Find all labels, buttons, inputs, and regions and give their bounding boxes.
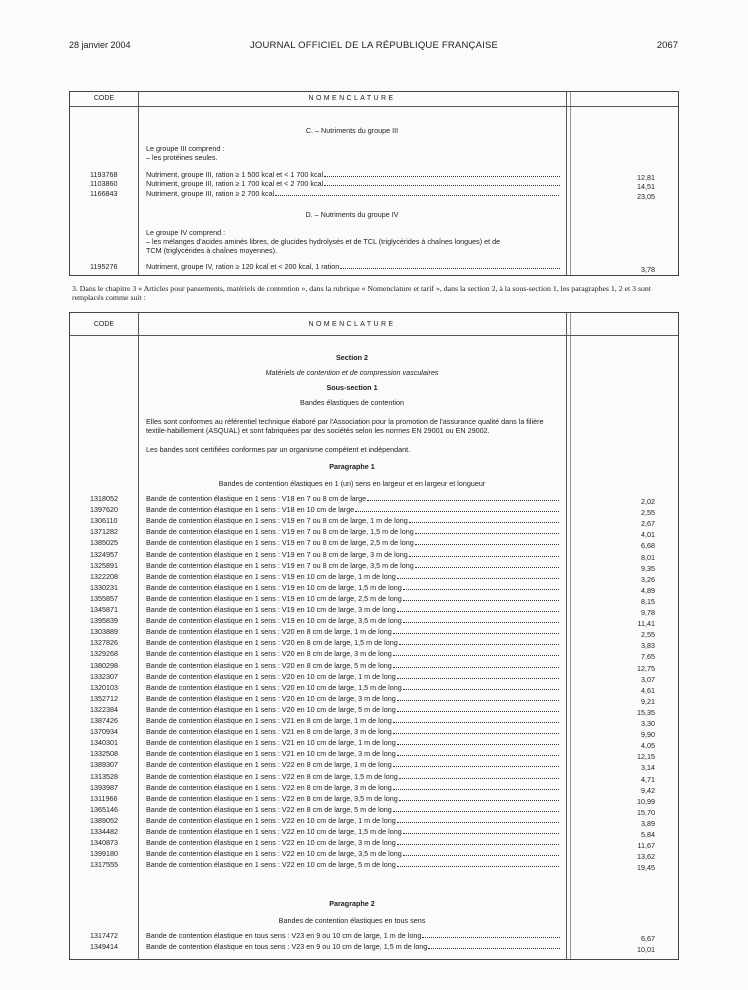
item-price: 3,83 bbox=[641, 641, 655, 651]
item-code: 1325891 bbox=[90, 560, 118, 570]
item-description: Bande de contention élastique en 1 sens : V19 en 7 ou 8 cm de large, 1,5 m de long bbox=[146, 527, 560, 536]
item-price: 10,01 bbox=[637, 945, 655, 954]
item-code: 1311966 bbox=[90, 793, 118, 803]
column-header-code: CODE bbox=[93, 321, 115, 328]
item-price: 12,81 bbox=[637, 173, 655, 182]
item-description: Bande de contention élastique en 1 sens : V19 en 10 cm de large, 3,5 m de long bbox=[146, 616, 560, 625]
bandes-table bbox=[69, 312, 679, 960]
item-price: 4,71 bbox=[641, 774, 655, 784]
issue-date: 28 janvier 2004 bbox=[69, 40, 131, 50]
item-price: 3,14 bbox=[641, 763, 655, 773]
item-price: 4,61 bbox=[641, 685, 655, 695]
item-code: 1332508 bbox=[90, 749, 118, 759]
item-description: Bande de contention élastique en tous sens : V23 en 9 ou 10 cm de large, 1,5 m de long bbox=[146, 942, 560, 951]
group-description: TCM (triglycérides à chaînes moyennes). bbox=[146, 246, 278, 255]
item-code: 1318052 bbox=[90, 494, 118, 503]
item-code: 1397620 bbox=[90, 505, 118, 515]
item-code: 1322384 bbox=[90, 704, 118, 714]
item-code: 1317472 bbox=[90, 931, 118, 940]
item-description: Bande de contention élastique en 1 sens : V21 en 10 cm de large, 1 m de long bbox=[146, 738, 560, 747]
item-price: 2,55 bbox=[641, 630, 655, 640]
item-price: 15,35 bbox=[637, 707, 655, 717]
item-price: 2,55 bbox=[641, 508, 655, 518]
item-description: Nutriment, groupe III, ration ≥ 2 700 kcal bbox=[146, 189, 560, 198]
item-description: Bande de contention élastique en 1 sens : V19 en 7 ou 8 cm de large, 3,5 m de long bbox=[146, 561, 560, 570]
item-price: 8,15 bbox=[641, 596, 655, 606]
item-price: 19,45 bbox=[637, 863, 655, 873]
item-code: 1355857 bbox=[90, 593, 118, 603]
item-code: 1103860 bbox=[90, 179, 118, 188]
item-description: Bande de contention élastique en 1 sens : V18 en 7 ou 8 cm de large bbox=[146, 494, 560, 503]
item-price: 9,42 bbox=[641, 785, 655, 795]
item-price: 3,07 bbox=[641, 674, 655, 684]
item-description: Bande de contention élastique en 1 sens : V22 en 8 cm de large, 3,5 m de long bbox=[146, 794, 560, 803]
group-description: – les mélanges d'acides aminés libres, de glucides hydrolysés et de TCL (triglycérides à chaînes longues) et de bbox=[146, 237, 501, 246]
item-description: Bande de contention élastique en 1 sens : V20 en 8 cm de large, 3 m de long bbox=[146, 649, 560, 658]
column-header-code: CODE bbox=[93, 95, 115, 102]
column-header-nomenclature: NOMENCLATURE bbox=[308, 95, 396, 102]
item-code: 1195276 bbox=[90, 262, 118, 271]
item-price: 3,89 bbox=[641, 818, 655, 828]
item-code: 1389052 bbox=[90, 815, 118, 825]
item-price: 11,41 bbox=[637, 619, 655, 629]
paragraph-2-title: Paragraphe 2 bbox=[329, 899, 375, 908]
item-description: Bande de contention élastique en 1 sens : V22 en 8 cm de large, 1,5 m de long bbox=[146, 772, 560, 781]
item-price: 9,35 bbox=[641, 563, 655, 573]
item-code: 1306110 bbox=[90, 516, 118, 526]
item-code: 1340301 bbox=[90, 738, 118, 748]
item-price: 11,67 bbox=[637, 841, 655, 851]
item-price: 2,67 bbox=[641, 519, 655, 529]
item-description: Nutriment, groupe III, ration ≥ 1 500 kcal et < 1 700 kcal bbox=[146, 170, 560, 179]
item-price: 4,05 bbox=[641, 741, 655, 751]
item-price: 12,15 bbox=[637, 752, 655, 762]
section-subtitle: Matériels de contention et de compression vasculaires bbox=[265, 368, 439, 377]
item-price: 3,30 bbox=[641, 719, 655, 728]
item-price: 6,67 bbox=[641, 934, 655, 943]
item-description: Bande de contention élastique en 1 sens : V22 en 8 cm de large, 1 m de long bbox=[146, 760, 560, 769]
item-description: Bande de contention élastique en 1 sens : V22 en 10 cm de large, 3 m de long bbox=[146, 838, 560, 847]
item-code: 1399180 bbox=[90, 849, 118, 859]
group-title: D. – Nutriments du groupe IV bbox=[305, 210, 399, 219]
item-price: 3,26 bbox=[641, 574, 655, 584]
item-code: 1322208 bbox=[90, 571, 118, 581]
item-code: 1332307 bbox=[90, 671, 118, 681]
item-description: Bande de contention élastique en 1 sens : V22 en 10 cm de large, 1,5 m de long bbox=[146, 827, 560, 836]
item-code: 1166843 bbox=[90, 189, 118, 198]
item-price: 5,84 bbox=[641, 830, 655, 839]
group-description: Le groupe IV comprend : bbox=[146, 228, 226, 237]
item-code: 1329268 bbox=[90, 649, 118, 659]
item-price: 10,99 bbox=[637, 796, 655, 806]
journal-title: JOURNAL OFFICIEL DE LA RÉPUBLIQUE FRANÇAISE bbox=[249, 40, 499, 51]
item-code: 1340873 bbox=[90, 838, 118, 848]
group-title: C. – Nutriments du groupe III bbox=[305, 126, 399, 135]
item-code: 1334482 bbox=[90, 827, 118, 836]
item-code: 1349414 bbox=[90, 942, 118, 951]
item-code: 1345871 bbox=[90, 605, 118, 614]
item-code: 1324957 bbox=[90, 549, 118, 559]
item-price: 9,90 bbox=[641, 730, 655, 740]
item-description: Bande de contention élastique en 1 sens : V20 en 8 cm de large, 5 m de long bbox=[146, 661, 560, 670]
nutriments-table bbox=[69, 91, 679, 276]
subsection-intro: Elles sont conformes au référentiel technique élaboré par l'Association pour la promotion de l'assurance qualité dans la filière textile-habillement (ASQUAL) et sont fabriquées par des sociétés selon les normes EN 29001 ou EN 29002. bbox=[146, 418, 544, 435]
item-description: Bande de contention élastique en 1 sens : V20 en 8 cm de large, 1 m de long bbox=[146, 627, 560, 636]
item-price: 6,68 bbox=[641, 541, 655, 551]
item-description: Bande de contention élastique en 1 sens : V19 en 7 ou 8 cm de large, 2,5 m de long bbox=[146, 538, 560, 547]
item-description: Bande de contention élastique en 1 sens : V20 en 8 cm de large, 1,5 m de long bbox=[146, 638, 560, 647]
item-code: 1385025 bbox=[90, 538, 118, 548]
group-description: – les protéines seules. bbox=[146, 153, 218, 162]
item-code: 1365146 bbox=[90, 804, 118, 814]
subsection-title: Sous-section 1 bbox=[326, 383, 378, 392]
item-description: Nutriment, groupe IV, ration ≥ 120 kcal et < 200 kcal, 1 ration bbox=[146, 262, 560, 271]
item-code: 1313528 bbox=[90, 771, 118, 781]
item-description: Bande de contention élastique en 1 sens : V22 en 8 cm de large, 3 m de long bbox=[146, 783, 560, 792]
item-description: Bande de contention élastique en 1 sens : V22 en 10 cm de large, 1 m de long bbox=[146, 816, 560, 825]
item-description: Bande de contention élastique en 1 sens : V19 en 7 ou 8 cm de large, 3 m de long bbox=[146, 550, 560, 559]
item-code: 1393987 bbox=[90, 782, 118, 792]
item-description: Bande de contention élastique en 1 sens : V19 en 10 cm de large, 3 m de long bbox=[146, 605, 560, 614]
item-code: 1327826 bbox=[90, 638, 118, 648]
item-price: 9,78 bbox=[641, 608, 655, 617]
paragraph-2-subtitle: Bandes de contention élastiques en tous sens bbox=[278, 916, 426, 925]
column-header-nomenclature: NOMENCLATURE bbox=[308, 321, 396, 328]
item-code: 1395839 bbox=[90, 616, 118, 626]
item-price: 14,51 bbox=[637, 182, 655, 191]
paragraph-1-title: Paragraphe 1 bbox=[329, 462, 375, 471]
item-description: Bande de contention élastique en tous sens : V23 en 9 ou 10 cm de large, 1 m de long bbox=[146, 931, 560, 940]
item-price: 13,62 bbox=[637, 852, 655, 862]
item-code: 1370934 bbox=[90, 727, 118, 737]
item-description: Bande de contention élastique en 1 sens : V19 en 10 cm de large, 2,5 m de long bbox=[146, 594, 560, 603]
item-code: 1317555 bbox=[90, 860, 118, 870]
paragraph-1-subtitle: Bandes de contention élastiques en 1 (un) sens en largeur et en largeur et longueur bbox=[218, 479, 486, 488]
item-price: 4,89 bbox=[641, 585, 655, 595]
item-code: 1389307 bbox=[90, 760, 118, 770]
item-price: 8,01 bbox=[641, 552, 655, 562]
item-description: Bande de contention élastique en 1 sens : V18 en 10 cm de large bbox=[146, 505, 560, 514]
item-price: 4,01 bbox=[641, 530, 655, 540]
item-description: Bande de contention élastique en 1 sens : V22 en 10 cm de large, 3,5 m de long bbox=[146, 849, 560, 858]
item-description: Bande de contention élastique en 1 sens : V21 en 10 cm de large, 3 m de long bbox=[146, 749, 560, 758]
item-description: Bande de contention élastique en 1 sens : V20 en 10 cm de large, 1,5 m de long bbox=[146, 683, 560, 692]
item-description: Nutriment, groupe III, ration ≥ 1 700 kcal et < 2 700 kcal bbox=[146, 179, 560, 188]
item-description: Bande de contention élastique en 1 sens : V22 en 8 cm de large, 5 m de long bbox=[146, 805, 560, 814]
item-description: Bande de contention élastique en 1 sens : V21 en 8 cm de large, 1 m de long bbox=[146, 716, 560, 725]
item-code: 1387426 bbox=[90, 716, 118, 725]
item-price: 9,21 bbox=[641, 696, 655, 706]
item-price: 2,02 bbox=[641, 497, 655, 506]
item-price: 15,70 bbox=[637, 807, 655, 817]
item-description: Bande de contention élastique en 1 sens : V22 en 10 cm de large, 5 m de long bbox=[146, 860, 560, 869]
item-code: 1330231 bbox=[90, 582, 118, 592]
item-price: 23,05 bbox=[637, 192, 655, 201]
item-description: Bande de contention élastique en 1 sens : V19 en 10 cm de large, 1,5 m de long bbox=[146, 583, 560, 592]
amendment-paragraph: 3. Dans le chapitre 3 « Articles pour pansements, matériels de contention », dans la rubrique « Nomenclature et tarif », dans la section 2, à la sous-section 1, les paragraphes 1, 2 et 3 sont remplacés comme suit : bbox=[72, 284, 651, 302]
subsection-subtitle: Bandes élastiques de contention bbox=[300, 398, 404, 407]
item-code: 1380298 bbox=[90, 660, 118, 670]
item-description: Bande de contention élastique en 1 sens : V20 en 10 cm de large, 1 m de long bbox=[146, 672, 560, 681]
item-code: 1320103 bbox=[90, 682, 118, 692]
item-price: 12,75 bbox=[637, 663, 655, 673]
page-number: 2067 bbox=[656, 40, 678, 51]
section-title: Section 2 bbox=[336, 353, 368, 362]
item-description: Bande de contention élastique en 1 sens : V19 en 7 ou 8 cm de large, 1 m de long bbox=[146, 516, 560, 525]
item-description: Bande de contention élastique en 1 sens : V19 en 10 cm de large, 1 m de long bbox=[146, 572, 560, 581]
item-description: Bande de contention élastique en 1 sens : V21 en 8 cm de large, 3 m de long bbox=[146, 727, 560, 736]
item-code: 1371282 bbox=[90, 527, 118, 537]
item-description: Bande de contention élastique en 1 sens : V20 en 10 cm de large, 3 m de long bbox=[146, 694, 560, 703]
item-price: 7,65 bbox=[641, 652, 655, 662]
item-code: 1352712 bbox=[90, 693, 118, 703]
item-description: Bande de contention élastique en 1 sens : V20 en 10 cm de large, 5 m de long bbox=[146, 705, 560, 714]
item-code: 1303889 bbox=[90, 627, 118, 637]
item-code: 1193768 bbox=[90, 170, 118, 179]
subsection-intro-2: Les bandes sont certifiées conformes par un organisme compétent et indépendant. bbox=[146, 445, 411, 454]
group-description: Le groupe III comprend : bbox=[146, 144, 225, 153]
item-price: 3,78 bbox=[641, 265, 655, 274]
